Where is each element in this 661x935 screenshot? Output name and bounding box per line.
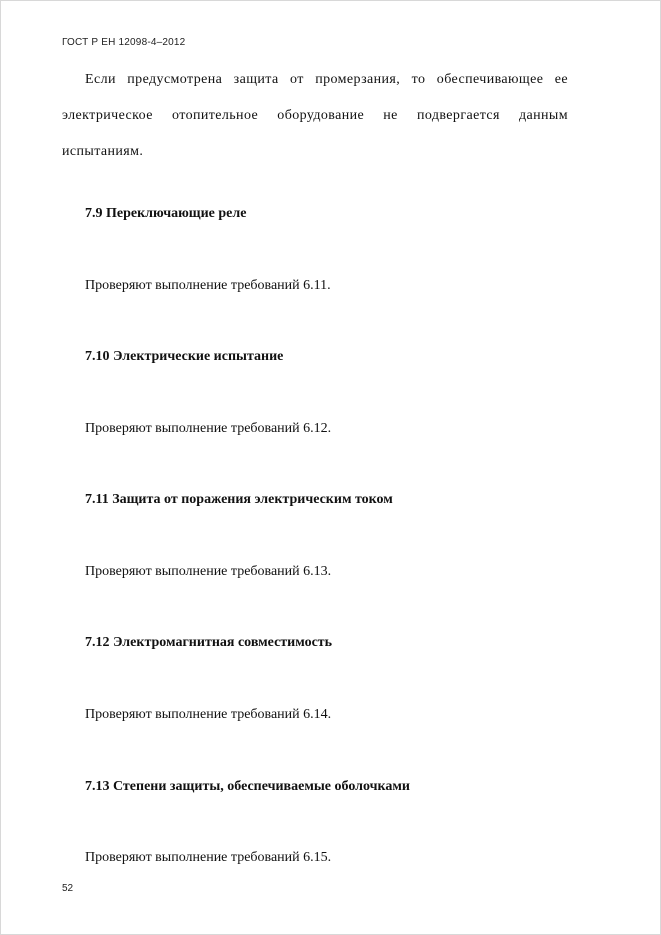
section-heading-7-11: 7.11 Защита от поражения электрическим током [85, 492, 393, 507]
section-text-7-11: Проверяют выполнение требований 6.13. [85, 564, 332, 579]
section-text-7-13: Проверяют выполнение требований 6.15. [85, 850, 332, 865]
section-heading-7-12: 7.12 Электромагнитная совместимость [85, 635, 333, 650]
intro-paragraph: Если предусмотрена защита от промерзания, то обеспечивающее ее электрическое отопительное оборудование не подвергается данным испытаниям. [62, 72, 568, 159]
page-number: 52 [62, 883, 74, 894]
section-heading-7-13: 7.13 Степени защиты, обеспечиваемые оболочками [85, 779, 410, 794]
section-heading-7-10: 7.10 Электрические испытание [85, 349, 284, 364]
section-text-7-9: Проверяют выполнение требований 6.11. [85, 278, 331, 293]
document-code-header: ГОСТ Р ЕН 12098-4–2012 [62, 37, 186, 48]
section-heading-7-9: 7.9 Переключающие реле [85, 206, 247, 221]
section-text-7-12: Проверяют выполнение требований 6.14. [85, 707, 332, 722]
section-text-7-10: Проверяют выполнение требований 6.12. [85, 421, 332, 436]
